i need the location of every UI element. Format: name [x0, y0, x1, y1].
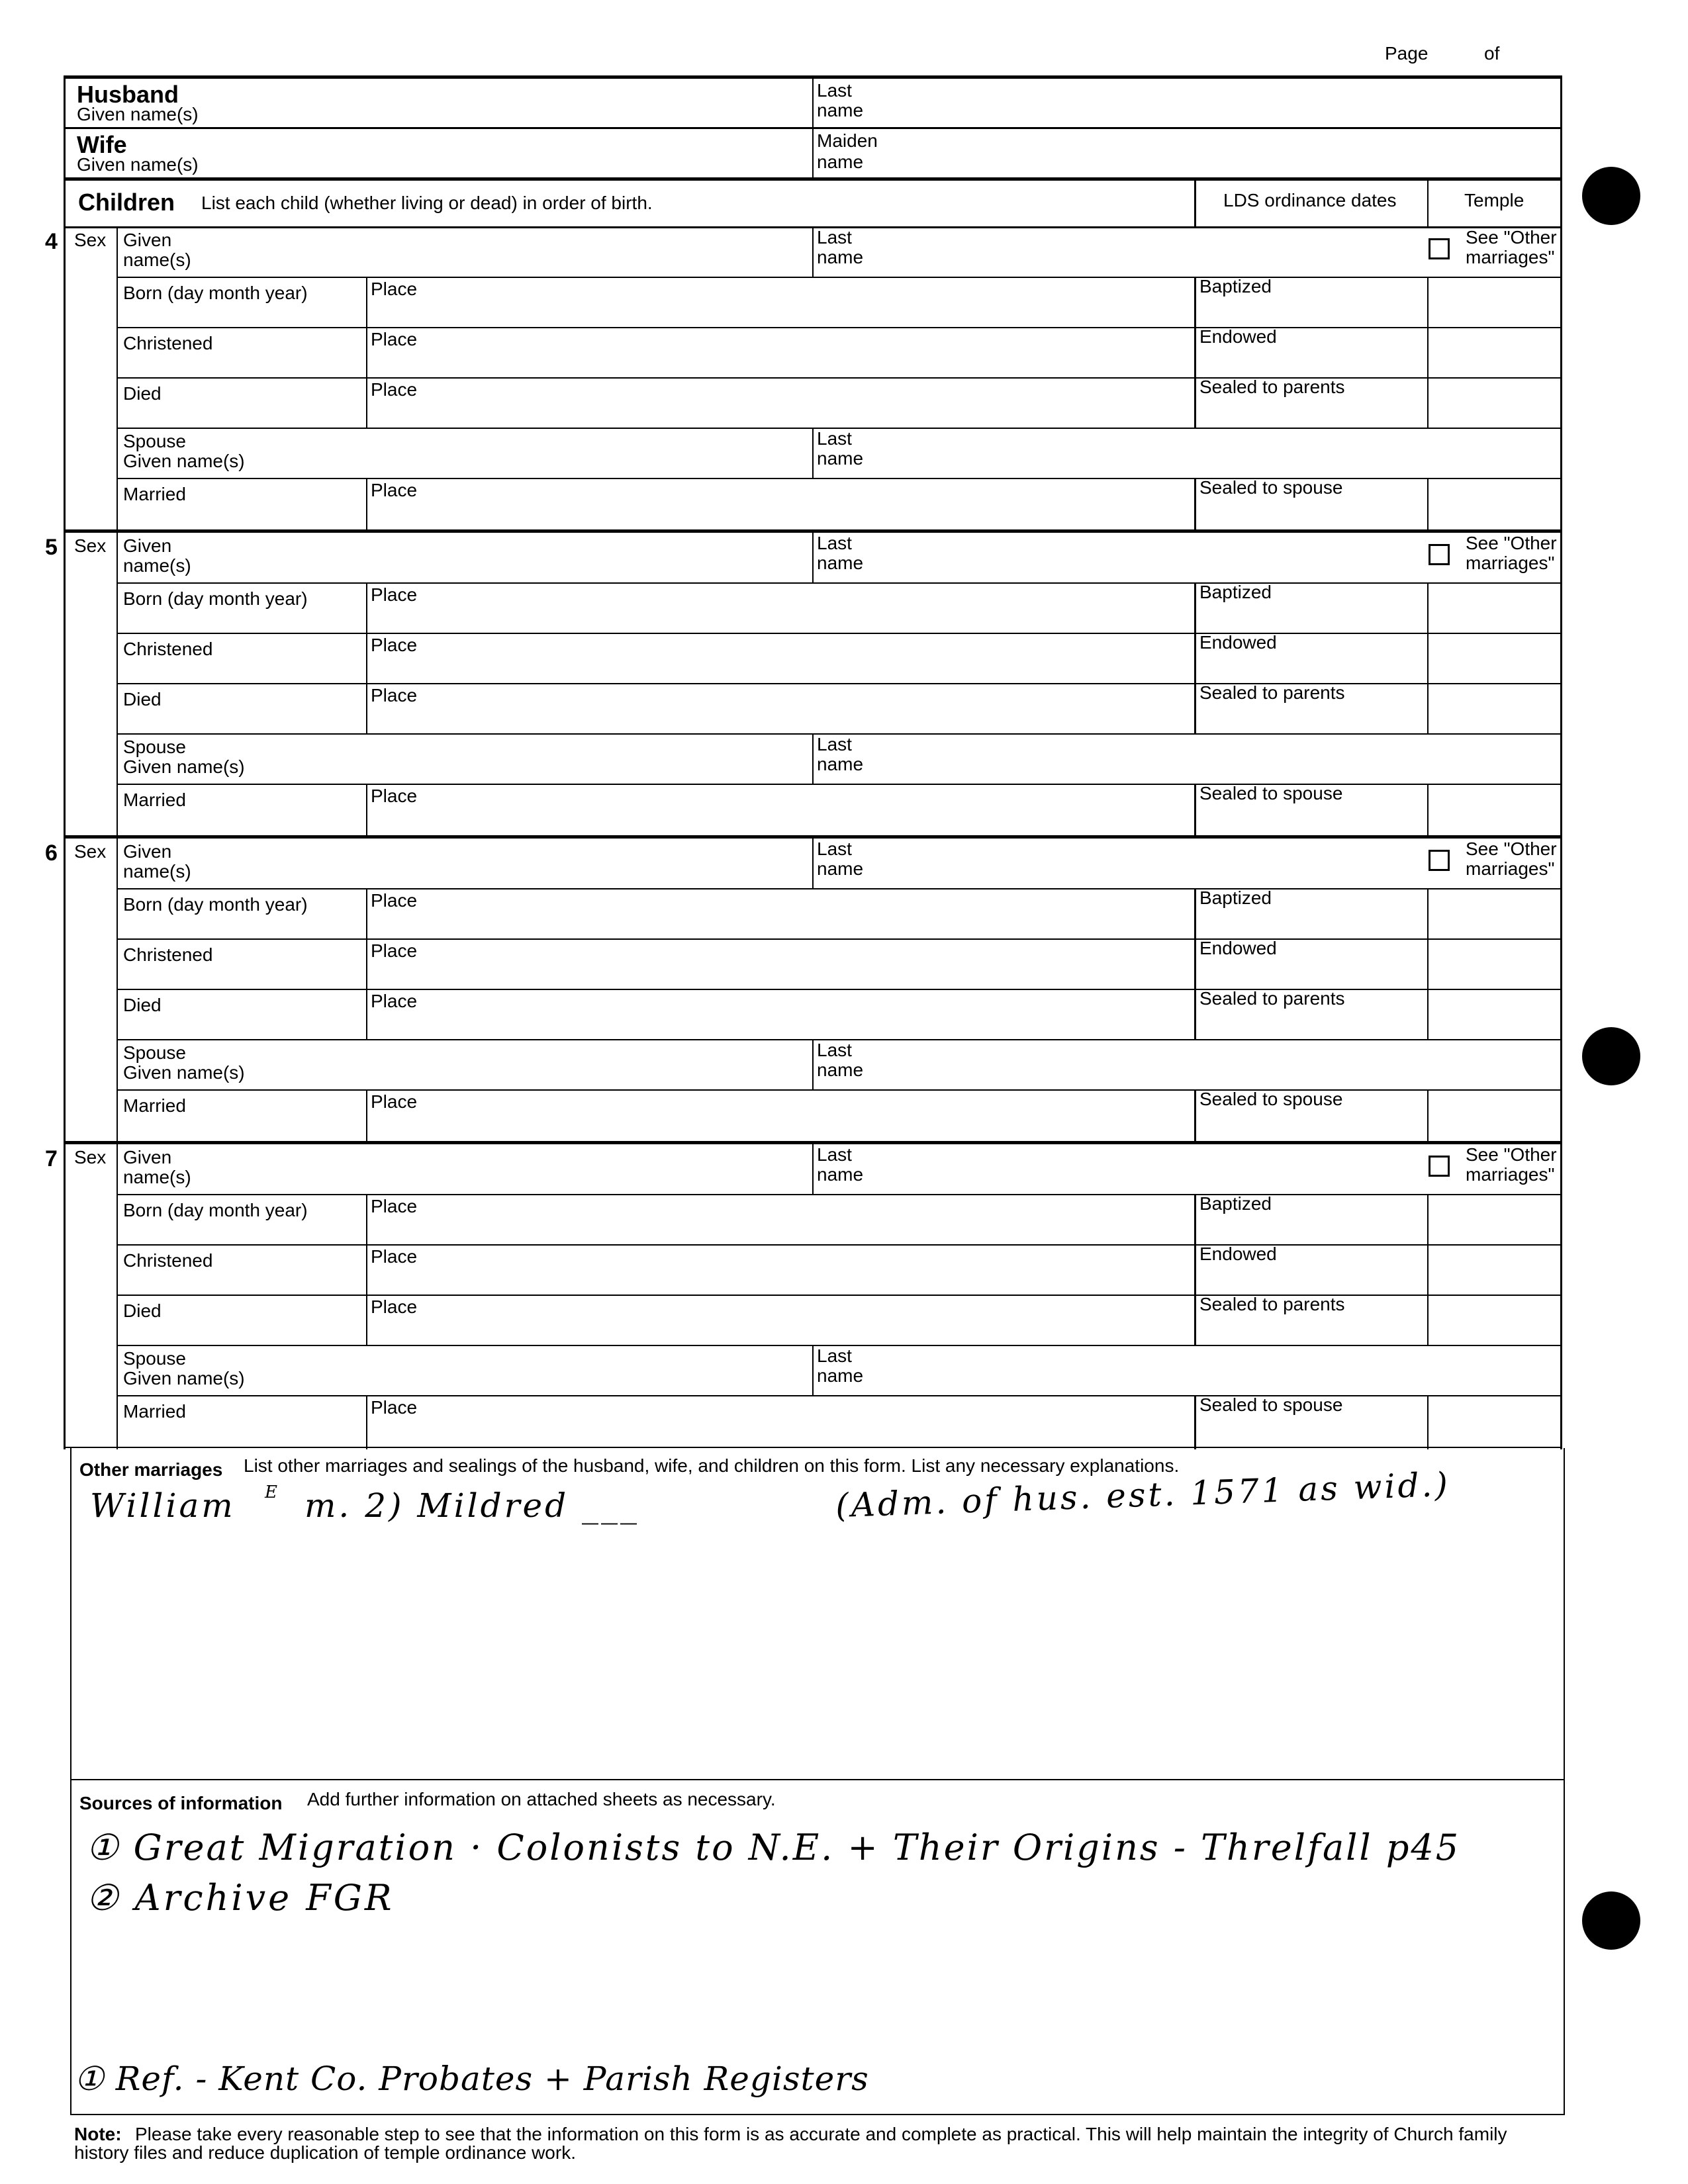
children-header-left: [64, 177, 66, 228]
sources-title: Sources of information: [79, 1793, 283, 1813]
married-place-label: Place: [371, 1397, 418, 1418]
spouse-label: Spouse: [123, 431, 186, 451]
temple-divider: [1427, 277, 1429, 429]
wife-name-label: name: [817, 152, 864, 172]
sealed-parents-label: Sealed to parents: [1199, 1294, 1345, 1314]
wife-bottom: [64, 177, 1562, 181]
row-line: [117, 1194, 1562, 1195]
children-header-temple-divider: [1427, 177, 1429, 228]
other-marriages-right: [1564, 1448, 1565, 1780]
page-label: Page: [1385, 43, 1429, 64]
child-number: 5: [45, 535, 58, 560]
of-label: of: [1484, 43, 1500, 64]
husband-divider: [812, 78, 814, 128]
born-place-label: Place: [371, 890, 418, 911]
marriages-label: marriages": [1466, 247, 1555, 267]
last-label: Last: [817, 533, 852, 553]
wife-left-border: [64, 127, 66, 179]
see-other-label: See "Other: [1466, 839, 1557, 859]
spouse-label: Spouse: [123, 1348, 186, 1369]
handwritten-superscript: E: [265, 1482, 280, 1502]
died-label: Died: [123, 1300, 162, 1321]
spouse-name-label: name: [817, 448, 864, 469]
born-label: Born (day month year): [123, 1200, 308, 1220]
married-label: Married: [123, 790, 186, 810]
died-place-label: Place: [371, 991, 418, 1011]
given-label: Given: [123, 1147, 172, 1167]
row-line: [117, 784, 1562, 785]
spouse-name-label: name: [817, 754, 864, 774]
died-place-label: Place: [371, 1297, 418, 1317]
ordinance-divider: [1194, 582, 1196, 735]
see-other-marriages-checkbox[interactable]: [1429, 1156, 1450, 1177]
spouse-last-label: Last: [817, 1040, 852, 1060]
child-left-border: [64, 532, 66, 838]
ordinance-divider: [1194, 1194, 1196, 1346]
spouse-last-divider: [812, 1039, 814, 1089]
spouse-given-label: Given name(s): [123, 1062, 245, 1083]
sealed-spouse-label: Sealed to spouse: [1199, 1089, 1343, 1109]
other-marriages-instructions: List other marriages and sealings of the husband, wife, and children on this form. List any necessary explanations.: [244, 1455, 1180, 1476]
last-label: Last: [817, 839, 852, 859]
child-block-4: [0, 226, 1688, 532]
last-name-label: name: [817, 553, 864, 573]
sources-line-2: ② Archive FGR: [86, 1877, 395, 1919]
married-place-divider: [366, 1089, 367, 1144]
temple-divider: [1427, 582, 1429, 735]
given-last-divider: [812, 1144, 814, 1195]
given-label: Given: [123, 230, 172, 250]
died-label: Died: [123, 995, 162, 1015]
ordinance-divider: [1194, 888, 1196, 1040]
died-label: Died: [123, 383, 162, 404]
sex-divider: [117, 226, 118, 532]
baptized-label: Baptized: [1199, 887, 1272, 908]
wife-divider: [812, 128, 814, 179]
sources-line-1: ① Great Migration · Colonists to N.E. + Their Origins - Threlfall p45: [86, 1827, 1461, 1868]
baptized-label: Baptized: [1199, 1193, 1272, 1214]
married-ordinance-divider: [1194, 1089, 1196, 1144]
child-number: 4: [45, 229, 58, 254]
see-other-label: See "Other: [1466, 227, 1557, 248]
sex-label: Sex: [74, 535, 107, 556]
husband-last-label: Last: [817, 80, 852, 101]
row-line: [117, 989, 1562, 990]
child-left-border: [64, 1144, 66, 1449]
born-label: Born (day month year): [123, 283, 308, 303]
given-label: Given: [123, 535, 172, 556]
sex-divider: [117, 532, 118, 838]
sex-label: Sex: [74, 841, 107, 862]
child-block-5: [0, 532, 1688, 838]
last-name-label: name: [817, 1164, 864, 1185]
children-header-lds-divider: [1194, 177, 1196, 228]
given-last-divider: [812, 532, 814, 584]
place-divider: [366, 582, 367, 735]
child-right-border: [1560, 532, 1562, 838]
sealed-spouse-label: Sealed to spouse: [1199, 1394, 1343, 1415]
row-line: [117, 888, 1562, 889]
child-block-6: [0, 838, 1688, 1144]
married-label: Married: [123, 1401, 186, 1422]
christened-place-label: Place: [371, 1246, 418, 1267]
last-label: Last: [817, 227, 852, 248]
row-line: [117, 1295, 1562, 1296]
sealed-spouse-label: Sealed to spouse: [1199, 477, 1343, 498]
born-place-label: Place: [371, 584, 418, 605]
handwritten-mildred: m. 2) Mildred ___: [305, 1486, 639, 1525]
married-temple-divider: [1427, 784, 1429, 838]
sources-instructions: Add further information on attached sheets as necessary.: [307, 1789, 776, 1809]
spouse-last-divider: [812, 1345, 814, 1395]
christened-place-label: Place: [371, 329, 418, 349]
other-marriages-title: Other marriages: [79, 1459, 223, 1480]
sources-line-3: ① Ref. - Kent Co. Probates + Parish Registers: [74, 2060, 869, 2098]
married-place-divider: [366, 478, 367, 532]
baptized-label: Baptized: [1199, 276, 1272, 296]
child-left-border: [64, 838, 66, 1144]
married-ordinance-divider: [1194, 1395, 1196, 1449]
christened-place-label: Place: [371, 940, 418, 961]
married-temple-divider: [1427, 1395, 1429, 1449]
sex-divider: [117, 838, 118, 1144]
see-other-marriages-checkbox[interactable]: [1429, 850, 1450, 871]
last-name-label: name: [817, 858, 864, 879]
husband-name-label: name: [817, 100, 864, 120]
see-other-marriages-checkbox[interactable]: [1429, 544, 1450, 565]
row-line: [117, 1244, 1562, 1246]
handwritten-administration: (Adm. of hus. est. 1571 as wid.): [835, 1465, 1451, 1525]
born-place-label: Place: [371, 279, 418, 299]
married-label: Married: [123, 484, 186, 504]
wife-right-border: [1560, 127, 1562, 179]
see-other-label: See "Other: [1466, 1144, 1557, 1165]
other-marriages-left: [70, 1448, 71, 1780]
row-line: [117, 683, 1562, 684]
christened-label: Christened: [123, 333, 213, 353]
note-title: Note:: [74, 2124, 122, 2144]
baptized-label: Baptized: [1199, 582, 1272, 602]
given-names-label: name(s): [123, 1167, 191, 1187]
married-temple-divider: [1427, 1089, 1429, 1144]
endowed-label: Endowed: [1199, 632, 1277, 653]
last-label: Last: [817, 1144, 852, 1165]
sealed-spouse-label: Sealed to spouse: [1199, 783, 1343, 803]
sex-label: Sex: [74, 1147, 107, 1167]
marriages-label: marriages": [1466, 858, 1555, 879]
wife-maiden-label: Maiden: [817, 130, 878, 151]
married-place-label: Place: [371, 480, 418, 500]
spouse-last-divider: [812, 428, 814, 478]
spouse-label: Spouse: [123, 737, 186, 757]
married-temple-divider: [1427, 478, 1429, 532]
sealed-parents-label: Sealed to parents: [1199, 377, 1345, 397]
christened-label: Christened: [123, 639, 213, 659]
lds-ordinance-header: LDS ordinance dates: [1223, 190, 1397, 210]
punch-hole-top: [1582, 167, 1640, 225]
child-right-border: [1560, 838, 1562, 1144]
husband-title: Husband: [77, 81, 179, 108]
sealed-parents-label: Sealed to parents: [1199, 682, 1345, 703]
born-label: Born (day month year): [123, 588, 308, 609]
row-line: [117, 277, 1562, 278]
endowed-label: Endowed: [1199, 938, 1277, 958]
husband-given-label: Given name(s): [77, 104, 199, 124]
given-names-label: name(s): [123, 861, 191, 882]
sealed-parents-label: Sealed to parents: [1199, 988, 1345, 1009]
given-names-label: name(s): [123, 555, 191, 576]
given-names-label: name(s): [123, 250, 191, 270]
row-line: [117, 327, 1562, 328]
married-place-divider: [366, 1395, 367, 1449]
row-line: [117, 1395, 1562, 1396]
wife-title: Wife: [77, 131, 127, 158]
child-number: 6: [45, 841, 58, 866]
married-label: Married: [123, 1095, 186, 1116]
sources-section: [0, 1780, 1688, 2115]
spouse-name-label: name: [817, 1365, 864, 1386]
row-line: [117, 582, 1562, 584]
given-last-divider: [812, 226, 814, 278]
note-line-2: history files and reduce duplication of temple ordinance work.: [74, 2142, 576, 2163]
married-place-divider: [366, 784, 367, 838]
married-place-label: Place: [371, 786, 418, 806]
married-place-label: Place: [371, 1091, 418, 1112]
born-label: Born (day month year): [123, 894, 308, 915]
place-divider: [366, 277, 367, 429]
born-place-label: Place: [371, 1196, 418, 1216]
temple-divider: [1427, 1194, 1429, 1346]
row-line: [117, 1089, 1562, 1091]
child-number: 7: [45, 1146, 58, 1171]
spouse-last-label: Last: [817, 734, 852, 754]
spouse-last-label: Last: [817, 1345, 852, 1366]
spouse-name-label: name: [817, 1060, 864, 1080]
temple-divider: [1427, 888, 1429, 1040]
ordinance-divider: [1194, 277, 1196, 429]
row-line: [117, 938, 1562, 940]
died-place-label: Place: [371, 685, 418, 705]
sources-bottom: [70, 2114, 1565, 2115]
given-last-divider: [812, 838, 814, 889]
child-left-border: [64, 226, 66, 532]
see-other-label: See "Other: [1466, 533, 1557, 553]
sources-right: [1564, 1780, 1565, 2115]
endowed-label: Endowed: [1199, 326, 1277, 347]
died-place-label: Place: [371, 379, 418, 400]
row-line: [117, 633, 1562, 634]
sources-left: [70, 1780, 71, 2115]
marriages-label: marriages": [1466, 1164, 1555, 1185]
child-right-border: [1560, 1144, 1562, 1449]
children-subtitle: List each child (whether living or dead) in order of birth.: [201, 193, 653, 213]
spouse-last-label: Last: [817, 428, 852, 449]
child-right-border: [1560, 226, 1562, 532]
sex-label: Sex: [74, 230, 107, 250]
married-ordinance-divider: [1194, 784, 1196, 838]
children-title: Children: [78, 189, 175, 216]
spouse-given-label: Given name(s): [123, 451, 245, 471]
note-line-1: Please take every reasonable step to see that the information on this form is as accurate and complete as practical. This will help maintain the integrity of Church family: [135, 2124, 1507, 2144]
handwritten-william: William: [90, 1486, 236, 1525]
died-label: Died: [123, 689, 162, 709]
place-divider: [366, 1194, 367, 1346]
husband-left-border: [64, 75, 66, 128]
place-divider: [366, 888, 367, 1040]
christened-label: Christened: [123, 1250, 213, 1271]
row-line: [117, 377, 1562, 379]
temple-header: Temple: [1464, 190, 1524, 210]
see-other-marriages-checkbox[interactable]: [1429, 238, 1450, 259]
christened-place-label: Place: [371, 635, 418, 655]
given-label: Given: [123, 841, 172, 862]
sex-divider: [117, 1144, 118, 1449]
endowed-label: Endowed: [1199, 1244, 1277, 1264]
spouse-given-label: Given name(s): [123, 1368, 245, 1388]
row-line: [117, 478, 1562, 479]
last-name-label: name: [817, 247, 864, 267]
other-marriages-section: [0, 1448, 1688, 1782]
wife-given-label: Given name(s): [77, 154, 199, 175]
spouse-given-label: Given name(s): [123, 756, 245, 777]
husband-right-border: [1560, 75, 1562, 128]
spouse-label: Spouse: [123, 1042, 186, 1063]
christened-label: Christened: [123, 944, 213, 965]
child-block-7: [0, 1144, 1688, 1449]
marriages-label: marriages": [1466, 553, 1555, 573]
married-ordinance-divider: [1194, 478, 1196, 532]
children-header-right: [1560, 177, 1562, 228]
spouse-last-divider: [812, 733, 814, 784]
